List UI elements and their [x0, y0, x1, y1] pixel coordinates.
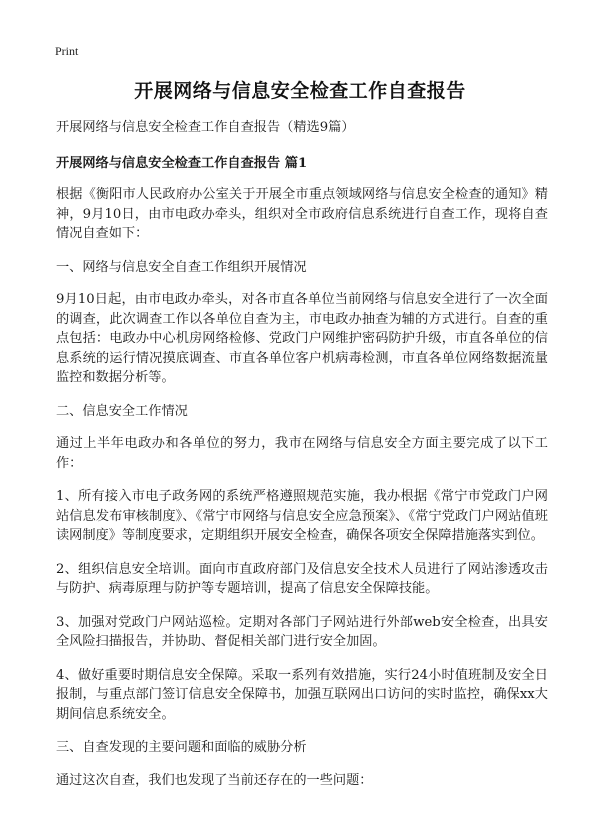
paragraph-intro: 根据《衡阳市人民政府办公室关于开展全市重点领域网络与信息安全检查的通知》精神，9月10日，由市电政办牵头，组织对全市政府信息系统进行自查工作，现将自查情况自查如下： — [56, 187, 548, 241]
paragraph-1: 9月10日起，由市电政办牵头，对各市直各单位当前网络与信息安全进行了一次全面的调查，此次调查工作以各单位自查为主，市电政办抽查为辅的方式进行。自查的重点包括：电政办中心机房网络检修、党政门户网维护密码防护升级，市直各单位的信息系统的运行情况摸底调查、市直各单位客户机病毒检测，市直各单位网络数据流量监控和数据分析等。 — [56, 292, 548, 385]
section-title: 开展网络与信息安全检查工作自查报告 篇1 — [56, 155, 308, 171]
heading-2: 二、信息安全工作情况 — [56, 403, 188, 419]
list-item-3: 3、加强对党政门户网站巡检。定期对各部门子网站进行外部web安全检查，出具安全风险扫描报告，并协助、督促相关部门进行安全加固。 — [56, 614, 548, 649]
heading-1: 一、网络与信息安全自查工作组织开展情况 — [56, 259, 307, 275]
print-link[interactable]: Print — [55, 44, 79, 58]
list-item-4: 4、做好重要时期信息安全保障。采取一系列有效措施，实行24小时值班制及安全日报制，与重点部门签订信息安全保障书，加强互联网出口访问的实时监控，确保xx大期间信息系统安全。 — [56, 667, 548, 722]
list-item-1: 1、所有接入市电子政务网的系统严格遵照规范实施，我办根据《常宁市党政门户网站信息发布审核制度》、《常宁市网络与信息安全应急预案》、《常宁党政门户网站值班读网制度》等制度要求，定期组织开展安全检查，确保各项安全保障措施落实到位。 — [56, 489, 548, 543]
list-item-2: 2、组织信息安全培训。面向市直政府部门及信息安全技术人员进行了网站渗透攻击与防护、病毒原理与防护等专题培训，提高了信息安全保障技能。 — [56, 561, 548, 596]
document-body — [56, 118, 548, 804]
paragraph-2: 通过上半年电政办和各单位的努力，我市在网络与信息安全方面主要完成了以下工作： — [56, 436, 548, 471]
heading-3: 三、自查发现的主要问题和面临的威胁分析 — [56, 740, 307, 755]
page-title: 开展网络与信息安全检查工作自查报告 — [134, 80, 466, 102]
document-subtitle: 开展网络与信息安全检查工作自查报告（精选9篇） — [56, 120, 355, 135]
paragraph-3: 通过这次自查，我们也发现了当前还存在的一些问题： — [56, 772, 373, 788]
